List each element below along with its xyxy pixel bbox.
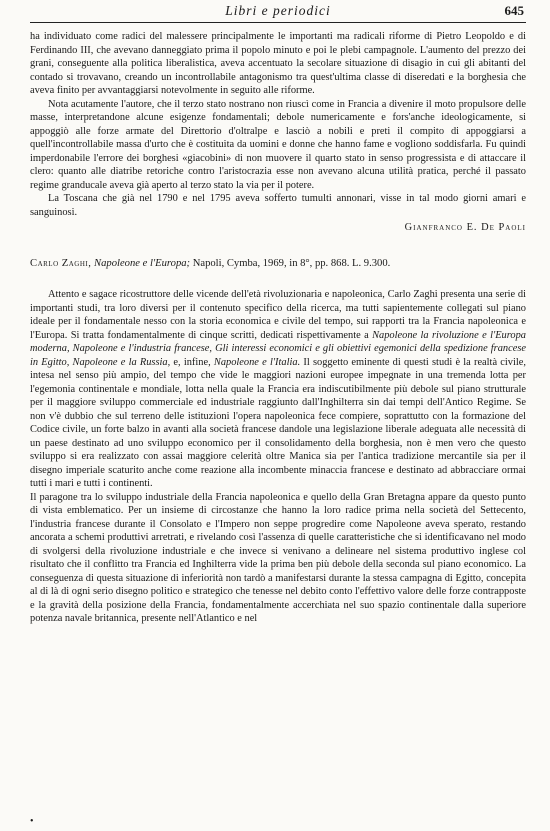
text-run: e, infine, bbox=[173, 356, 211, 368]
title-run: Napoleone e l'Italia. bbox=[213, 356, 301, 368]
text-run: Attento e sagace ricostruttore delle vicende dell'età rivoluzionaria e napoleonica, Carlo Zaghi presenta una serie di importanti studi, tra loro diversi per il contenuto specifico della ricerca, ma tutti sapientemente collegati sul piano ideale per il fondamentale nesso con la storia economica e civile del tempo, sui rapporti tra la Francia napoleonica e l'Europa. Si tratta fondamentalmente di cinque scritti, dedicati rispettivamente a bbox=[30, 289, 526, 341]
paragraph: La Toscana che già nel 1790 e nel 1795 aveva sofferto tumulti annonari, visse in tal modo giorni amari e sanguinosi. bbox=[30, 193, 526, 218]
paragraph: Nota acutamente l'autore, che il terzo stato nostrano non riuscì come in Francia a divenire il moto propulsore delle masse, interpretandone alcune esigenze fondamentali; debole numericamente e fors'anche ideologicamente, si appoggiò alle forze armate del Direttorio d'oltralpe e lasciò a nobili e preti il compito di appoggiarsi a quell'incontrollabile massa d'urto che è costituita da uomini e donne che hanno fame e vogliono soddisfarla. Fu quindi imperdonabile l'errore dei borghesi «giacobini» di non muovere il quarto stato in senso progressista e di attaccare il clero: quanto alle diatribe retoriche contro l'aristocrazia esse non avevano alcuna utilità pratica, perché il passato regime granducale aveva già aperto al terzo stato la via per il potere. bbox=[30, 98, 526, 191]
running-title: Libri e periodici bbox=[225, 3, 331, 18]
review-heading bbox=[30, 257, 526, 271]
paragraph: ha individuato come radici del malessere principalmente le importanti ma radicali riforme di Pietro Leopoldo e di Ferdinando III, che avevano danneggiato prima il popolo minuto e poi le plebi campagnole. L'aumento del prezzo dei grani, conseguente alla politica liberalistica, aveva accentuato la secolare situazione di disagio in cui gli abitanti del contado si trovavano, creando un incontrollabile antagonismo tra quest'ultima classe di diseredati e la borghesia che aveva finito per avvantaggiarsi notevolmente in seguito alle riforme. bbox=[30, 31, 526, 96]
footer-mark: • bbox=[30, 816, 34, 827]
reviewer-signature: Gianfranco E. De Paoli bbox=[404, 222, 526, 233]
title-run: Napoleone la rivoluzione e l'Europa moderna, Napoleone e l'industria francese, Gli interessi economici e gli obiettivi egemonici della spedizione francese in Egitto, Napoleone e la Russia, bbox=[30, 329, 526, 368]
book-author: Carlo Zaghi, bbox=[30, 257, 92, 269]
book-title: Napoleone e l'Europa; bbox=[94, 257, 191, 269]
paragraph: Il paragone tra lo sviluppo industriale della Francia napoleonica e quello della Gran Bretagna appare da questo punto di vista emblematico. Per un insieme di circostanze che hanno la loro radice prima nella società del Settecento, l'industria francese durante il Consolato e l'Impero non seppe progredire come Napoleone aveva sperato, restando ancorata a schemi produttivi arretrati, e rivelando così l'assenza di quelle caratteristiche che si identificavano nel modo di svolgersi della rivoluzione industriale e che invece si venivano a delineare nel sistema produttivo inglese col risultato che il conflitto tra Francia ed Inghilterra vide la prima ben più debole della seconda sul piano economico. La conseguenza di questa situazione di inferiorità non tardò a manifestarsi durante la stessa campagna di Egitto, concepita al di là di ogni serio disegno politico e strategico che tenesse nel debito conto l'effettivo valore delle forze contrapposte e la gravità della posizione della Francia, fondamentalmente accerchiata nel suo spazio continentale dalla superiore potenza navale britannica, presente nell'Atlantico e nel bbox=[30, 491, 526, 624]
running-head bbox=[30, 2, 526, 23]
body-text bbox=[30, 30, 526, 626]
text-run: Il soggetto eminente di questi studi è la realtà civile, intesa nel senso più ampio, del tempo che vide le maggiori nazioni europee impegnate in una tremenda lotta per l'egemonia continentale e mondiale, lotta nella quale la Francia era indiscutibilmente più debole sul piano strutturale per il maggiore sviluppo commerciale ed industriale raggiunto dall'Inghilterra sin dai tempi dell'Antico Regime. Se non v'è dubbio che sul terreno delle istituzioni l'opera napoleonica fece compiere, soprattutto con la formazione del Codice civile, un forte balzo in avanti alla società francese dandole una legislazione liberale adeguata alle necessità di un paese destinato ad uno sviluppo economico per il consolidamento della borghesia, non è men vero che questo sviluppo si era realizzato con assai maggiore celerità oltre Manica sia per l'antica tradizione mercantile sia per il disegno imperiale scaturito anche come reazione alla incombente minaccia francese e destinato ad abbracciare ormai tutti i mari e tutti i continenti. bbox=[30, 356, 526, 489]
page-number: 645 bbox=[504, 3, 524, 18]
paragraph bbox=[30, 288, 526, 491]
publication-info: Napoli, Cymba, 1969, in 8°, pp. 868. L. 9.300. bbox=[192, 257, 391, 269]
book-page bbox=[30, 0, 526, 831]
